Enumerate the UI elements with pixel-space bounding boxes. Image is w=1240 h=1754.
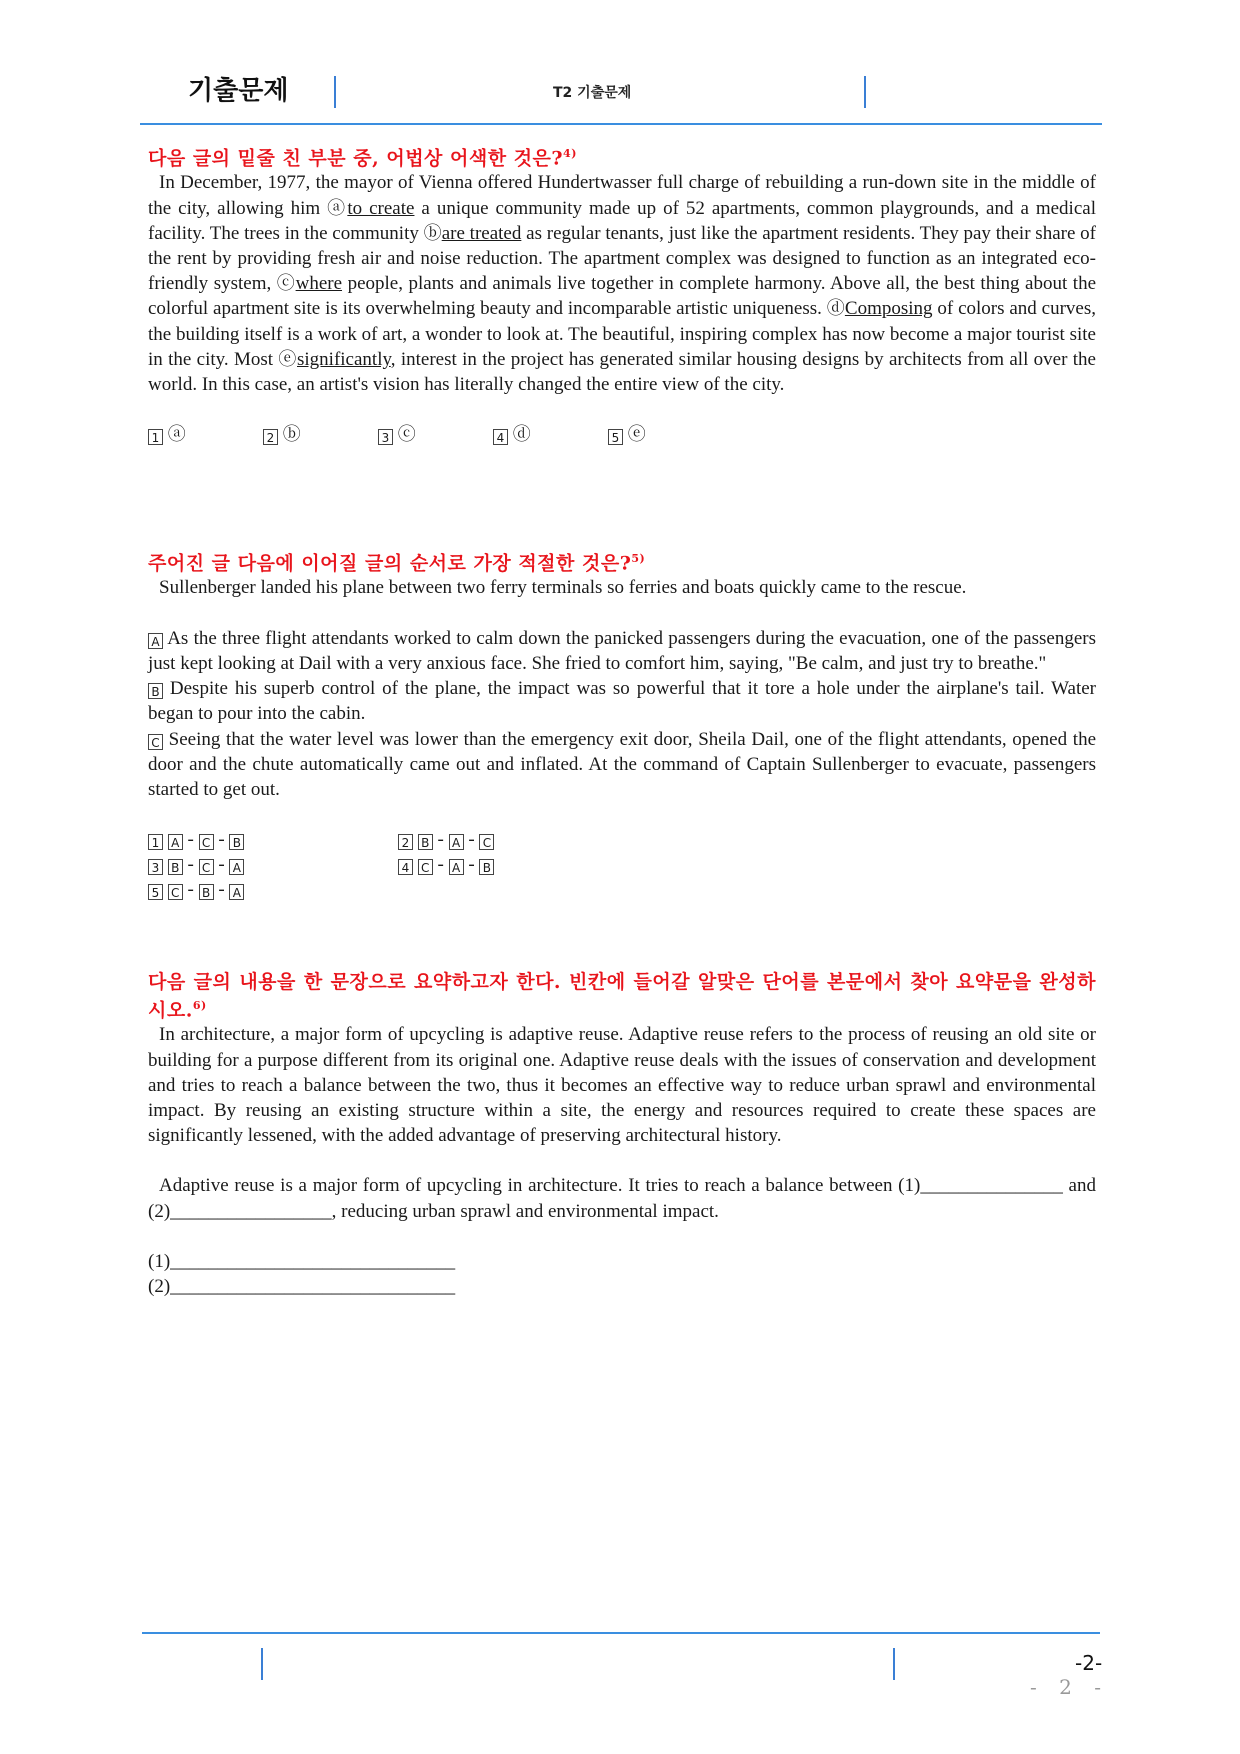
label-C: C (148, 734, 163, 750)
question-1-footnote: 4) (563, 147, 577, 160)
seq-dash: - (187, 854, 194, 876)
passage-text: people, plants and animals live together in complete harmony. Above all, the best thing about the colorful apartment site is its overwhelming beauty and incomparable artistic uniqueness. (148, 273, 1096, 320)
option-mark: ⓔ (627, 424, 646, 446)
underlined-b: are treated (441, 222, 522, 244)
seq-item: B (479, 859, 494, 875)
seq-item: A (449, 834, 464, 850)
marker-b: ⓑ (423, 222, 442, 244)
seq-item: B (418, 834, 433, 850)
seq-item: C (199, 834, 214, 850)
marker-d: ⓓ (826, 298, 845, 320)
option-number: 1 (148, 834, 163, 850)
header-title: 기출문제 (188, 76, 289, 106)
question-1-options (148, 422, 1096, 447)
option-mark: ⓒ (397, 424, 416, 446)
footer-page-number: -2- (1075, 1651, 1103, 1675)
option-4[interactable] (398, 852, 648, 877)
underlined-e: significantly (297, 348, 391, 370)
seq-item: A (229, 884, 244, 900)
seq-item: B (229, 834, 244, 850)
footer-divider-right (893, 1648, 895, 1680)
seq-dash: - (218, 829, 225, 851)
question-2-options (148, 827, 1096, 902)
seq-dash: - (218, 879, 225, 901)
question-2-title-text: 주어진 글 다음에 이어질 글의 순서로 가장 적절한 것은? (148, 552, 632, 575)
question-1-title-text: 다음 글의 밑줄 친 부분 중, 어법상 어색한 것은? (148, 147, 564, 170)
question-3-footnote: 6) (192, 999, 207, 1013)
option-number: 5 (608, 429, 623, 445)
seq-dash: - (437, 829, 444, 851)
paragraph-A (148, 626, 1096, 676)
marker-c: ⓒ (276, 273, 296, 295)
option-3[interactable] (378, 422, 493, 447)
option-5[interactable] (608, 422, 723, 447)
header-divider-left (334, 76, 336, 108)
marker-e: ⓔ (278, 348, 297, 370)
option-number: 3 (148, 859, 163, 875)
seq-item: C (168, 884, 183, 900)
option-number: 2 (398, 834, 413, 850)
paragraph-B (148, 676, 1096, 726)
answer-1-line[interactable]: (1)______________________________ (148, 1250, 456, 1272)
seq-item: C (199, 859, 214, 875)
question-2-title (148, 547, 1096, 575)
option-mark: ⓐ (167, 424, 186, 446)
seq-item: C (418, 859, 433, 875)
question-1-passage (148, 170, 1096, 397)
seq-item: A (168, 834, 183, 850)
seq-dash: - (187, 829, 194, 851)
option-5[interactable] (148, 877, 398, 902)
paragraph-C-text: Seeing that the water level was lower than the emergency exit door, Sheila Dail, one of the flight attendants, opened the door and the chute automatically came out and inflated. At the command of Captain Sullenberger to evacuate, passengers started to get out. (148, 728, 1096, 800)
option-number: 1 (148, 429, 163, 445)
header-rule (140, 123, 1102, 125)
option-number: 3 (378, 429, 393, 445)
underlined-c: where (295, 273, 343, 295)
option-2[interactable] (398, 827, 648, 852)
answer-2-line[interactable]: (2)______________________________ (148, 1275, 456, 1297)
underlined-a: to create (347, 197, 415, 219)
option-3[interactable] (148, 852, 398, 877)
seq-dash: - (187, 879, 194, 901)
option-4[interactable] (493, 422, 608, 447)
answer-lines (148, 1249, 1096, 1299)
question-3-title (148, 970, 1096, 1022)
passage-text: In December, 1977, the mayor of Vienna offered Hundertwasser full charge of rebuilding a run-down site in the middle of the city, allowing him (148, 172, 1096, 219)
option-2[interactable] (263, 422, 378, 447)
paragraph-C (148, 727, 1096, 803)
option-number: 4 (493, 429, 508, 445)
seq-item: B (168, 859, 183, 875)
question-2-intro: Sullenberger landed his plane between two ferry terminals so ferries and boats quickly came to the rescue. (159, 577, 967, 599)
label-B: B (148, 683, 163, 699)
option-1[interactable] (148, 422, 263, 447)
option-number: 5 (148, 884, 163, 900)
footer-rule (142, 1632, 1100, 1634)
seq-item: B (199, 884, 214, 900)
option-mark: ⓓ (512, 424, 531, 446)
header-divider-right (864, 76, 866, 108)
paragraph-B-text: Despite his superb control of the plane, the impact was so powerful that it tore a hole under the airplane's tail. Water began to pour into the cabin. (148, 678, 1096, 725)
footer-divider-left (261, 1648, 263, 1680)
header-subtitle: T2 기출문제 (553, 85, 632, 101)
seq-dash: - (218, 854, 225, 876)
seq-dash: - (468, 854, 475, 876)
option-1[interactable] (148, 827, 398, 852)
marker-a: ⓐ (327, 197, 348, 219)
option-number: 4 (398, 859, 413, 875)
option-mark: ⓑ (282, 424, 301, 446)
passage-text: a unique community made up of 52 apartments, common playgrounds, and a medical facility. The trees in the community (148, 197, 1096, 244)
paragraph-A-text: As the three flight attendants worked to calm down the panicked passengers during the evacuation, one of the passengers just kept looking at Dail with a very anxious face. She fried to comfort him, saying, "Be calm, and just try to breathe." (148, 627, 1096, 674)
question-3-title-text: 다음 글의 내용을 한 문장으로 요약하고자 한다. 빈칸에 들어갈 알맞은 단어를 본문에서 찾아 요약문을 완성하시오. (148, 971, 1096, 1022)
seq-item: A (449, 859, 464, 875)
option-number: 2 (263, 429, 278, 445)
question-3-summary: Adaptive reuse is a major form of upcycling in architecture. It tries to reach a balance between (1)_______________ and (2)_________________, reducing urban sprawl and environmental impact. (148, 1175, 1096, 1222)
question-1-title (148, 142, 1096, 170)
seq-dash: - (468, 829, 475, 851)
question-3-passage: In architecture, a major form of upcycling is adaptive reuse. Adaptive reuse refers to the process of reusing an old site or building for a purpose different from its original one. Adaptive reuse deals with the issues of conservation and development and tries to reach a balance between the two, thus it becomes an effective way to reduce urban sprawl and environmental impact. By reusing an existing structure within a site, the energy and resources required to create these spaces are significantly lessened, with the added advantage of preserving architectural history. (148, 1024, 1096, 1147)
seq-item: C (479, 834, 494, 850)
seq-item: A (229, 859, 244, 875)
underlined-d: Composing (844, 298, 933, 320)
page-content (148, 142, 1096, 1299)
label-A: A (148, 633, 163, 649)
passage-text: of colors and curves, the building itself is a work of art, a wonder to look at. The beautiful, inspiring complex has now become a major tourist site in the city. Most (148, 298, 1097, 370)
question-2-footnote: 5) (631, 552, 646, 566)
passage-text: , interest in the project has generated similar housing designs by architects from all over the world. In this case, an artist's vision has literally changed the entire view of the city. (148, 348, 1096, 395)
seq-dash: - (437, 854, 444, 876)
footer-page-label: - 2 - (1030, 1675, 1109, 1699)
passage-text: as regular tenants, just like the apartment residents. They pay their share of the rent by providing fresh air and noise reduction. The apartment complex was designed to function as an integrated eco-friendly system, (148, 222, 1097, 295)
